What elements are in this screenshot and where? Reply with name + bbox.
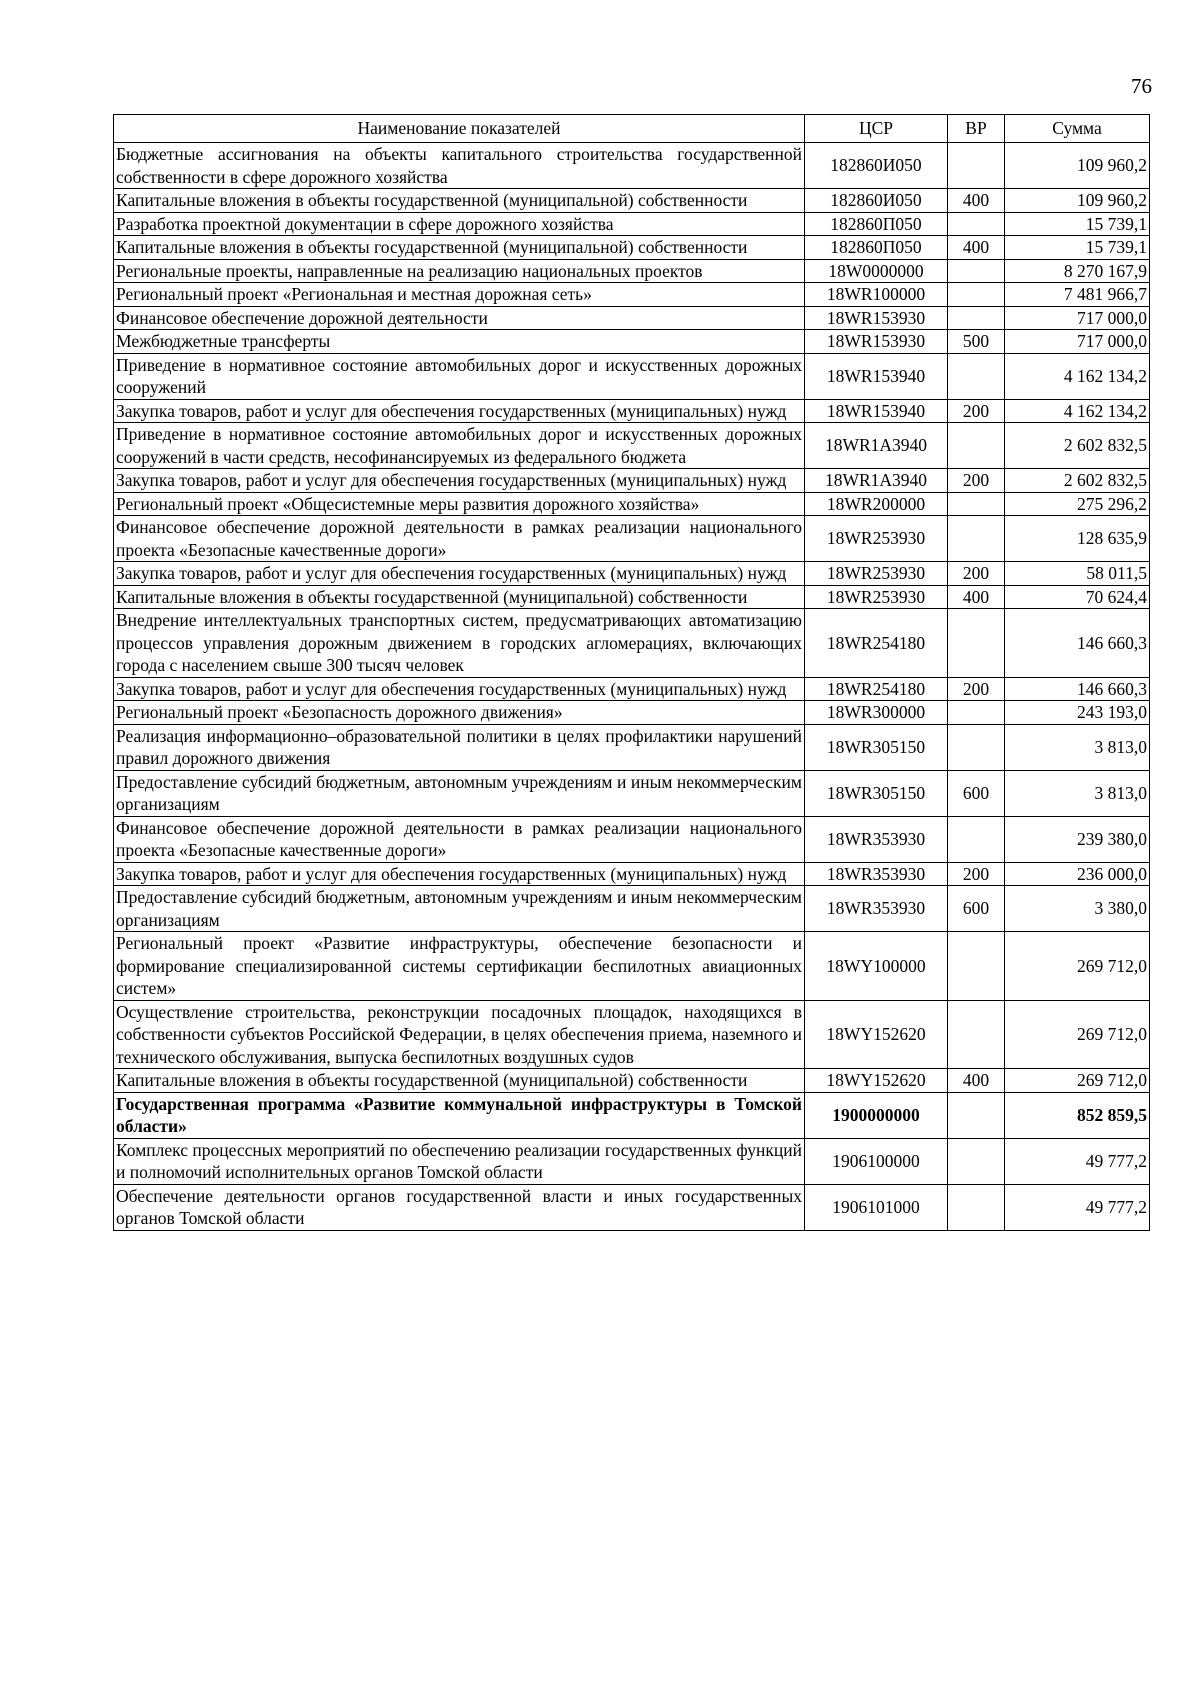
row-csr-cell: 18WR253930 <box>805 585 948 609</box>
row-name-cell: Капитальные вложения в объекты государственной (муниципальной) собственности <box>114 1069 805 1093</box>
row-sum-cell: 7 481 966,7 <box>1005 283 1150 307</box>
header-sum: Сумма <box>1005 115 1150 143</box>
table-row <box>114 724 1150 770</box>
row-vr-cell <box>948 724 1005 770</box>
row-csr-cell: 18WR253930 <box>805 562 948 586</box>
row-sum-cell: 58 011,5 <box>1005 562 1150 586</box>
row-csr-cell: 18WY100000 <box>805 932 948 1001</box>
row-vr-cell: 400 <box>948 236 1005 260</box>
row-csr-cell: 18W0000000 <box>805 259 948 283</box>
row-name-cell: Комплекс процессных мероприятий по обеспечению реализации государственных функций и полномочий исполнительных органов Томской области <box>114 1138 805 1184</box>
table-row <box>114 189 1150 213</box>
row-name-cell: Капитальные вложения в объекты государственной (муниципальной) собственности <box>114 189 805 213</box>
row-name-cell: Закупка товаров, работ и услуг для обеспечения государственных (муниципальных) нужд <box>114 399 805 423</box>
row-vr-cell <box>948 423 1005 469</box>
row-csr-cell: 18WR1A3940 <box>805 469 948 493</box>
row-sum-cell: 70 624,4 <box>1005 585 1150 609</box>
row-sum-cell: 4 162 134,2 <box>1005 399 1150 423</box>
row-vr-cell <box>948 1000 1005 1069</box>
row-sum-cell: 128 635,9 <box>1005 516 1150 562</box>
table-row <box>114 469 1150 493</box>
row-vr-cell: 200 <box>948 677 1005 701</box>
row-name-cell: Осуществление строительства, реконструкции посадочных площадок, находящихся в собственности субъектов Российской Федерации, в целях обеспечения приема, наземного и технического обслуживания, выпуска беспилотных воздушных судов <box>114 1000 805 1069</box>
row-vr-cell: 600 <box>948 770 1005 816</box>
row-csr-cell: 18WR353930 <box>805 886 948 932</box>
row-vr-cell: 200 <box>948 399 1005 423</box>
row-csr-cell: 182860И050 <box>805 189 948 213</box>
row-sum-cell: 146 660,3 <box>1005 677 1150 701</box>
row-name-cell: Закупка товаров, работ и услуг для обеспечения государственных (муниципальных) нужд <box>114 562 805 586</box>
page-number: 76 <box>1131 74 1152 98</box>
table-row <box>114 1069 1150 1093</box>
row-csr-cell: 1906100000 <box>805 1138 948 1184</box>
table-row <box>114 330 1150 354</box>
row-sum-cell: 109 960,2 <box>1005 143 1150 189</box>
row-sum-cell: 3 813,0 <box>1005 770 1150 816</box>
row-csr-cell: 18WR305150 <box>805 770 948 816</box>
row-name-cell: Финансовое обеспечение дорожной деятельности <box>114 306 805 330</box>
row-name-cell: Закупка товаров, работ и услуг для обеспечения государственных (муниципальных) нужд <box>114 677 805 701</box>
row-sum-cell: 4 162 134,2 <box>1005 353 1150 399</box>
table-row <box>114 886 1150 932</box>
row-csr-cell: 18WR153930 <box>805 330 948 354</box>
row-csr-cell: 18WR254180 <box>805 677 948 701</box>
row-vr-cell: 400 <box>948 585 1005 609</box>
table-row <box>114 259 1150 283</box>
row-csr-cell: 182860П050 <box>805 212 948 236</box>
row-sum-cell: 8 270 167,9 <box>1005 259 1150 283</box>
row-name-cell: Финансовое обеспечение дорожной деятельности в рамках реализации национального проекта «Безопасные качественные дороги» <box>114 816 805 862</box>
row-csr-cell: 18WY152620 <box>805 1000 948 1069</box>
row-name-cell: Капитальные вложения в объекты государственной (муниципальной) собственности <box>114 236 805 260</box>
row-name-cell: Закупка товаров, работ и услуг для обеспечения государственных (муниципальных) нужд <box>114 862 805 886</box>
row-vr-cell <box>948 212 1005 236</box>
row-vr-cell <box>948 283 1005 307</box>
row-sum-cell: 852 859,5 <box>1005 1092 1150 1138</box>
row-name-cell: Региональный проект «Общесистемные меры развития дорожного хозяйства» <box>114 492 805 516</box>
table-row <box>114 306 1150 330</box>
row-name-cell: Реализация информационно–образовательной политики в целях профилактики нарушений правил дорожного движения <box>114 724 805 770</box>
row-csr-cell: 18WR305150 <box>805 724 948 770</box>
table-body <box>114 143 1150 1231</box>
table-row <box>114 816 1150 862</box>
row-name-cell: Обеспечение деятельности органов государственной власти и иных государственных органов Томской области <box>114 1184 805 1230</box>
table-row <box>114 399 1150 423</box>
row-sum-cell: 717 000,0 <box>1005 330 1150 354</box>
table-row <box>114 770 1150 816</box>
row-vr-cell <box>948 701 1005 725</box>
row-sum-cell: 717 000,0 <box>1005 306 1150 330</box>
table-row <box>114 423 1150 469</box>
row-csr-cell: 182860П050 <box>805 236 948 260</box>
header-csr: ЦСР <box>805 115 948 143</box>
row-vr-cell <box>948 353 1005 399</box>
row-vr-cell: 600 <box>948 886 1005 932</box>
row-sum-cell: 146 660,3 <box>1005 609 1150 678</box>
row-vr-cell: 200 <box>948 862 1005 886</box>
table-row <box>114 562 1150 586</box>
row-csr-cell: 182860И050 <box>805 143 948 189</box>
row-name-cell: Приведение в нормативное состояние автомобильных дорог и искусственных дорожных сооружений <box>114 353 805 399</box>
table-row <box>114 492 1150 516</box>
row-sum-cell: 269 712,0 <box>1005 1069 1150 1093</box>
row-csr-cell: 18WR100000 <box>805 283 948 307</box>
table-row <box>114 1138 1150 1184</box>
row-vr-cell <box>948 816 1005 862</box>
row-sum-cell: 239 380,0 <box>1005 816 1150 862</box>
row-csr-cell: 18WR353930 <box>805 816 948 862</box>
row-name-cell: Региональный проект «Безопасность дорожного движения» <box>114 701 805 725</box>
row-sum-cell: 2 602 832,5 <box>1005 423 1150 469</box>
table-row <box>114 932 1150 1001</box>
row-name-cell: Региональный проект «Региональная и местная дорожная сеть» <box>114 283 805 307</box>
row-name-cell: Бюджетные ассигнования на объекты капитального строительства государственной собственности в сфере дорожного хозяйства <box>114 143 805 189</box>
row-vr-cell <box>948 143 1005 189</box>
table-row <box>114 609 1150 678</box>
header-name: Наименование показателей <box>114 115 805 143</box>
table-row <box>114 1184 1150 1230</box>
row-vr-cell <box>948 1138 1005 1184</box>
row-sum-cell: 275 296,2 <box>1005 492 1150 516</box>
row-sum-cell: 269 712,0 <box>1005 1000 1150 1069</box>
row-sum-cell: 243 193,0 <box>1005 701 1150 725</box>
row-name-cell: Региональные проекты, направленные на реализацию национальных проектов <box>114 259 805 283</box>
row-sum-cell: 15 739,1 <box>1005 236 1150 260</box>
row-name-cell: Предоставление субсидий бюджетным, автономным учреждениям и иным некоммерческим организациям <box>114 770 805 816</box>
table-row <box>114 701 1150 725</box>
row-name-cell: Капитальные вложения в объекты государственной (муниципальной) собственности <box>114 585 805 609</box>
row-vr-cell: 500 <box>948 330 1005 354</box>
row-csr-cell: 18WR1A3940 <box>805 423 948 469</box>
row-vr-cell: 200 <box>948 562 1005 586</box>
table-row <box>114 585 1150 609</box>
row-csr-cell: 18WR300000 <box>805 701 948 725</box>
table-row <box>114 212 1150 236</box>
row-csr-cell: 18WR253930 <box>805 516 948 562</box>
row-vr-cell: 400 <box>948 189 1005 213</box>
table-row <box>114 516 1150 562</box>
row-name-cell: Межбюджетные трансферты <box>114 330 805 354</box>
row-vr-cell: 200 <box>948 469 1005 493</box>
row-csr-cell: 18WY152620 <box>805 1069 948 1093</box>
row-sum-cell: 3 380,0 <box>1005 886 1150 932</box>
row-name-cell: Региональный проект «Развитие инфраструктуры, обеспечение безопасности и формирование специализированной системы сертификации беспилотных авиационных систем» <box>114 932 805 1001</box>
row-vr-cell <box>948 259 1005 283</box>
row-sum-cell: 2 602 832,5 <box>1005 469 1150 493</box>
table-row <box>114 862 1150 886</box>
table-row <box>114 353 1150 399</box>
row-csr-cell: 18WR200000 <box>805 492 948 516</box>
table-header-row <box>114 115 1150 143</box>
row-name-cell: Предоставление субсидий бюджетным, автономным учреждениям и иным некоммерческим организациям <box>114 886 805 932</box>
row-sum-cell: 3 813,0 <box>1005 724 1150 770</box>
row-csr-cell: 18WR353930 <box>805 862 948 886</box>
row-sum-cell: 49 777,2 <box>1005 1138 1150 1184</box>
row-csr-cell: 18WR153940 <box>805 399 948 423</box>
row-vr-cell <box>948 306 1005 330</box>
budget-table <box>113 114 1150 1231</box>
table-row <box>114 1000 1150 1069</box>
row-vr-cell <box>948 516 1005 562</box>
row-csr-cell: 1900000000 <box>805 1092 948 1138</box>
row-vr-cell <box>948 609 1005 678</box>
row-name-cell: Внедрение интеллектуальных транспортных систем, предусматривающих автоматизацию процессов управления дорожным движением в городских агломерациях, включающих города с населением свыше 300 тысяч человек <box>114 609 805 678</box>
row-csr-cell: 18WR153930 <box>805 306 948 330</box>
row-name-cell: Закупка товаров, работ и услуг для обеспечения государственных (муниципальных) нужд <box>114 469 805 493</box>
table-row <box>114 143 1150 189</box>
row-vr-cell <box>948 932 1005 1001</box>
row-csr-cell: 18WR153940 <box>805 353 948 399</box>
row-vr-cell: 400 <box>948 1069 1005 1093</box>
row-vr-cell <box>948 1092 1005 1138</box>
row-name-cell: Разработка проектной документации в сфере дорожного хозяйства <box>114 212 805 236</box>
row-sum-cell: 15 739,1 <box>1005 212 1150 236</box>
row-name-cell: Финансовое обеспечение дорожной деятельности в рамках реализации национального проекта «Безопасные качественные дороги» <box>114 516 805 562</box>
header-vr: ВР <box>948 115 1005 143</box>
row-sum-cell: 269 712,0 <box>1005 932 1150 1001</box>
row-name-cell: Государственная программа «Развитие коммунальной инфраструктуры в Томской области» <box>114 1092 805 1138</box>
row-csr-cell: 1906101000 <box>805 1184 948 1230</box>
row-sum-cell: 49 777,2 <box>1005 1184 1150 1230</box>
table-row <box>114 1092 1150 1138</box>
row-vr-cell <box>948 492 1005 516</box>
row-sum-cell: 236 000,0 <box>1005 862 1150 886</box>
row-csr-cell: 18WR254180 <box>805 609 948 678</box>
row-vr-cell <box>948 1184 1005 1230</box>
row-sum-cell: 109 960,2 <box>1005 189 1150 213</box>
row-name-cell: Приведение в нормативное состояние автомобильных дорог и искусственных дорожных сооружений в части средств, несофинансируемых из федерального бюджета <box>114 423 805 469</box>
table-row <box>114 283 1150 307</box>
table-row <box>114 236 1150 260</box>
table-row <box>114 677 1150 701</box>
